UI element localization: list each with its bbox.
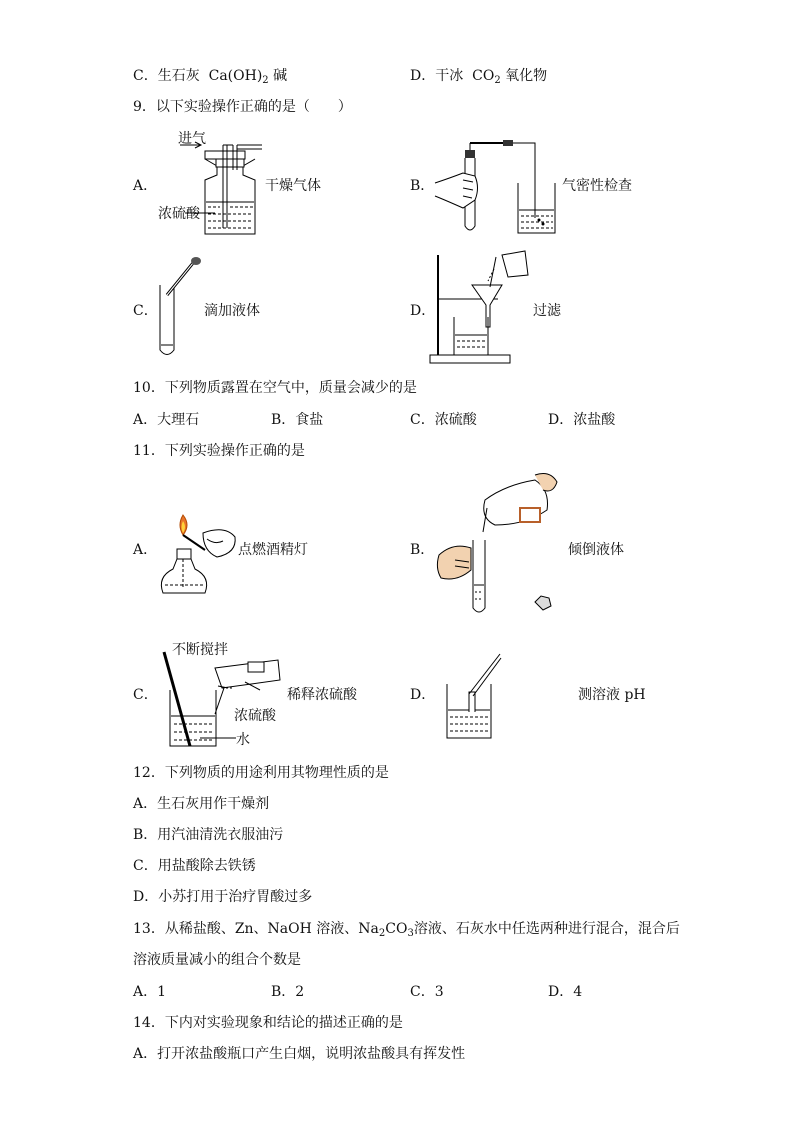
q11-b-letter: B． xyxy=(410,542,435,558)
q8-option-d-name: 干冰 xyxy=(435,68,464,84)
q8-option-c-name: 生石灰 xyxy=(157,68,200,84)
dropper-into-tube-figure xyxy=(155,255,205,360)
q10-option-a: A．大理石 xyxy=(133,412,200,428)
q13-stem-line2: 溶液质量减小的组合个数是 xyxy=(133,952,301,968)
q11-d-desc: 测溶液 pH xyxy=(578,687,646,703)
q11-b-desc: 倾倒液体 xyxy=(568,542,624,558)
q9-stem: 9．以下实验操作正确的是（ ） xyxy=(133,99,352,115)
q13-stem-part-b: CO xyxy=(385,921,408,937)
q13-stem-sub-1: 2 xyxy=(378,928,386,939)
q10-option-b: B．食盐 xyxy=(271,412,324,428)
q12-stem: 12．下列物质的用途利用其物理性质的是 xyxy=(133,765,389,781)
q9-a-desc: 干燥气体 xyxy=(265,178,321,194)
q13-option-c: C．3 xyxy=(410,984,444,1000)
q13-option-a: A．1 xyxy=(133,984,167,1000)
q8-option-c-formula-sub: 2 xyxy=(262,75,269,86)
filtration-setup-figure xyxy=(430,247,535,367)
q9-c-letter: C． xyxy=(133,303,158,319)
q8-option-c-letter: C． xyxy=(133,68,158,84)
measure-ph-figure xyxy=(445,652,505,742)
q11-stem: 11．下列实验操作正确的是 xyxy=(133,443,305,459)
q9-b-desc: 气密性检查 xyxy=(562,178,632,194)
q11-d-letter: D． xyxy=(410,687,436,703)
q12-option-b: B．用汽油清洗衣服油污 xyxy=(133,827,284,843)
q13-stem-sub-2: 3 xyxy=(407,928,414,939)
q9-d-letter: D． xyxy=(410,303,436,319)
q10-option-c: C．浓硫酸 xyxy=(410,412,477,428)
q11-c-letter: C． xyxy=(133,687,158,703)
q11-a-letter: A． xyxy=(133,542,158,558)
q14-stem: 14．下内对实验现象和结论的描述正确的是 xyxy=(133,1015,403,1031)
q10-stem: 10．下列物质露置在空气中，质量会减少的是 xyxy=(133,380,417,396)
q11-a-desc: 点燃酒精灯 xyxy=(238,542,308,558)
q11-c-water-label: 水 xyxy=(236,732,250,748)
q8-option-c-formula: Ca(OH) xyxy=(208,68,263,84)
pouring-liquid-figure xyxy=(435,470,560,615)
airtightness-check-figure xyxy=(435,138,560,238)
q8-option-d-category: 氧化物 xyxy=(505,68,548,84)
q13-option-b: B．2 xyxy=(271,984,305,1000)
gas-washing-bottle-figure xyxy=(175,140,270,240)
q12-option-d: D．小苏打用于治疗胃酸过多 xyxy=(133,889,313,905)
q8-option-c-category: 碱 xyxy=(273,68,288,84)
q14-option-a: A．打开浓盐酸瓶口产生白烟，说明浓盐酸具有挥发性 xyxy=(133,1046,466,1062)
q9-a-inlet-label: 进气 xyxy=(178,131,206,147)
q8-option-c xyxy=(133,67,287,90)
q8-option-d-formula: CO xyxy=(472,68,495,84)
q9-b-letter: B． xyxy=(410,178,435,194)
q11-c-stir-label: 不断搅拌 xyxy=(172,642,228,658)
q11-c-desc: 稀释浓硫酸 xyxy=(287,687,357,703)
q13-stem-line1 xyxy=(133,920,680,943)
q11-c-acid-label: 浓硫酸 xyxy=(234,708,276,724)
q9-c-desc: 滴加液体 xyxy=(204,303,260,319)
q8-option-d xyxy=(410,67,547,90)
q12-option-a: A．生石灰用作干燥剂 xyxy=(133,796,270,812)
dilute-acid-figure xyxy=(160,650,290,750)
q8-option-d-formula-sub: 2 xyxy=(494,75,501,86)
q13-stem-part-a: 13．从稀盐酸、Zn、NaOH 溶液、Na xyxy=(133,921,379,937)
q10-option-d: D．浓盐酸 xyxy=(548,412,616,428)
alcohol-lamp-lighting-figure xyxy=(155,505,240,597)
q13-option-d: D．4 xyxy=(548,984,583,1000)
q8-option-d-letter: D． xyxy=(410,68,436,84)
q12-option-c: C．用盐酸除去铁锈 xyxy=(133,858,256,874)
q13-stem-part-c: 溶液、石灰水中任选两种进行混合，混合后 xyxy=(413,921,680,937)
q9-a-letter: A． xyxy=(133,178,158,194)
q9-d-desc: 过滤 xyxy=(533,303,561,319)
q9-a-acid-label: 浓硫酸 xyxy=(158,206,200,222)
